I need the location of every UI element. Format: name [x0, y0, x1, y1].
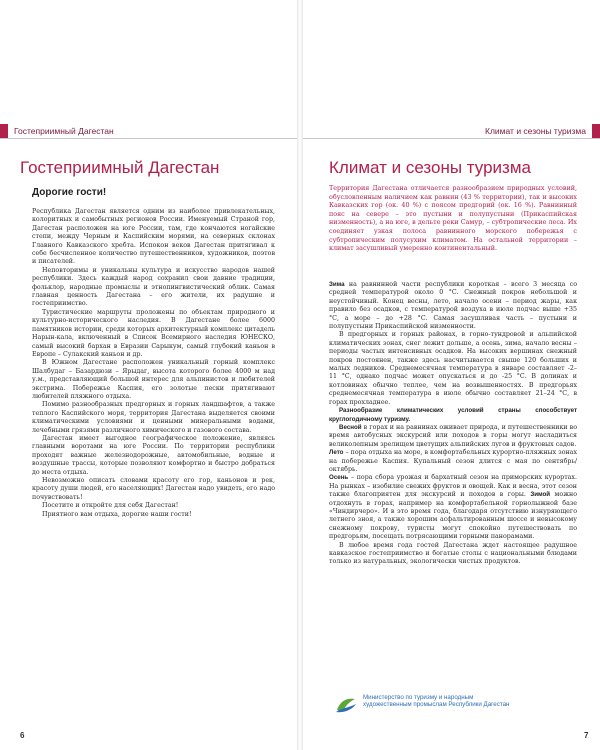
- left-page: [0, 0, 297, 750]
- paragraph: [329, 449, 577, 474]
- paragraph: Дагестан имеет выгодное географическое положение, являясь главными воротами на юге России. По территории республики проходят важные железнодорожные, автомобильные, водные и воздушные трассы, которые позволяют комфортно и быстро добраться до места отдыха.: [32, 434, 275, 476]
- paragraph: Помимо разнообразных предгорных и горных ландшафтов, а также теплого Каспийского моря, территория Дагестана выделяется своими климатическими условиями и ценными минеральными водами, лечебными грязями различного химического и газового состава.: [32, 401, 275, 434]
- header-accent-block: [0, 124, 8, 138]
- page-number: 6: [20, 731, 25, 740]
- paragraph-text: можно отдохнуть в горах, например на комфортабельной горнолыжной базе «Чиндирчеро». И в это время года, благодаря отсутствию изнуряющего летнего зноя, а также хорошим асфальтированным шоссе и невысокому снежному покрову, туристы могут спокойно путешествовать по предгорьям, посещать потрясающими горными панорамами.: [329, 491, 577, 541]
- running-header-right: [303, 124, 600, 139]
- running-header-left: [0, 124, 297, 139]
- paragraph: [329, 407, 577, 424]
- ministry-logo: [335, 692, 555, 720]
- season-label: Лето: [329, 449, 344, 457]
- paragraph-text: – пора сбора урожая и бархатный сезон на приморских курортах. На рынках – изобилие свежих фруктов и овощей. Как и весна, этот сезон также благоприятен для экскурсий и походов в горы.: [329, 474, 577, 499]
- season-label: Весной: [339, 423, 362, 431]
- running-header-label: Климат и сезоны туризма: [485, 126, 586, 136]
- running-header-label: Гостеприимный Дагестан: [14, 126, 114, 136]
- subheading: Разнообразие климатических условий страны способствует круглогодичному туризму.: [329, 407, 577, 423]
- paragraph: В предгорных и горных районах, в горно-тундровой и альпийской климатических зонах, снег лежит дольше, а осень, зима, начало весны – периоды частых интенсивных осадков. На высоких вершинах снежный покров постоянен, также здесь насчитывается свыше 120 больших и малых ледников. Среднемесячная температура в январе составляет -2–11 °С, однако подчас может опускаться и до -25 °С. В долинах и котловинах обычно теплее, чем на возвышенностях. В предгорьях среднемесячная температура в июле обычно составляет 21–24 °С, в горах прохладнее.: [329, 331, 577, 406]
- paragraph: Посетите и откройте для себя Дагестан!: [42, 502, 179, 510]
- paragraph: Туристические маршруты проложены по объектам природного и культурно-исторического наследия. В Дагестане более 6000 памятников истории, среди которых архитектурный комплекс цитадель Нарын-кала, включенный в Список Всемирного наследия ЮНЕСКО, самый высокий бархан в Евразии Сарыкум, самый глубокий каньон в Европе – Сулакский каньон и др.: [32, 308, 275, 358]
- season-label: Зима: [329, 281, 345, 288]
- ministry-name-line: Министерство по туризму и народным: [363, 694, 474, 701]
- paragraph-text: в горах и на равнинах оживает природа, и путешественники во время автобусных экскурсий или походов в горы могут насладиться великолепным зрелищем цветущих альпийских лугов и фруктовых садов.: [329, 423, 577, 448]
- body-text: [32, 208, 275, 519]
- right-page: [303, 0, 600, 750]
- paragraph-text: – пора отдыха на море, в комфортабельных курортно-пляжных зонах на побережье Каспия. Купальный сезон длится с мая по сентябрь/октябрь.: [329, 449, 577, 473]
- season-label: Осень: [329, 474, 349, 482]
- season-label: Зимой: [530, 491, 551, 499]
- paragraph: Приятного вам отдыха, дорогие наши гости!: [42, 510, 192, 518]
- ministry-name-line: художественным промыслам Республики Дагестан: [363, 701, 510, 709]
- paragraph: В любое время года гостей Дагестана ждет настоящее радушное кавказское гостеприимство и богатые столы с национальными блюдами только из натуральных, экологически чистых продуктов.: [329, 541, 577, 566]
- ministry-name: [363, 694, 509, 708]
- paragraph-text: на равнинной части республики короткая – всего 3 месяца со средней температурой около 0 °С. Снежный покров небольшой и неустойчивый. Конец весны, лето, начало осени – период жары, как правило без осадков, с температурой воздуха в июле подчас выше +35 °С, а море – до +28 °С. Самая засушливая часть – пустыни и полупустыни Прикаспийской низменности.: [329, 281, 577, 331]
- paragraph: Неповторимы и уникальны культура и искусство народов нашей республики. Здесь каждый народ сохранил свои давние традиции, фольклор, народные промыслы и этнопингвистический облик. Самая главная ценность Дагестана – его жители, их радушие и гостеприимство.: [32, 266, 275, 308]
- paragraph: [329, 424, 577, 449]
- paragraph: Республика Дагестан является одним из наиболее привлекательных, колоритных и самобытных регионов России. Именуемый Страной гор, Дагестан расположен на юге России, там, где кончаются ногайские степи, между Черным и Каспийским морями, на северных склонах Главного Кавказского хребта. Испокон веков Дагестан притягивал к себе бесчисленное количество путешественников, художников, поэтов и писателей.: [32, 208, 275, 266]
- page-title: Гостеприимный Дагестан: [20, 158, 220, 177]
- paragraph: [329, 281, 577, 331]
- paragraph: Невозможно описать словами красоту его гор, каньонов и рек, красоту души людей, его населяющих! Дагестан надо увидеть, его надо почувствовать!: [32, 477, 275, 501]
- paragraph: В Южном Дагестане расположен уникальный горный комплекс Шалбудаг – Базардюзи – Ярыдаг, высота которого более 4000 м над у.м., представляющий большой интерес для альпинистов и любителей экстрима. Побережье Каспия, его золотые пески притягивают любителей пляжного отдыха.: [32, 359, 275, 400]
- body-text: [329, 281, 577, 567]
- page-title: Климат и сезоны туризма: [329, 158, 531, 177]
- ministry-emblem-icon: [335, 696, 357, 714]
- page-number: 7: [584, 731, 589, 740]
- greeting-heading: Дорогие гости!: [32, 187, 107, 198]
- paragraph: [329, 474, 577, 541]
- intro-paragraph: Территория Дагестана отличается разнообразием природных условий, обусловленным наличием как равнин (43 % территории), так и высоких Кавказских гор (ок. 40 %) с поясом предгорий (ок. 16 %). Равнинный пояс на севере – это пустыни и полупустыни (Прикаспийская низменность), а на юге, в дельте реки Самур, – субтропические леса. Их соединяет узкая полоса равнинного морского побережья с субтропическим полусухим климатом. На остальной территории – климат засушливый умеренно континентальный.: [329, 184, 577, 253]
- header-accent-block: [592, 124, 600, 138]
